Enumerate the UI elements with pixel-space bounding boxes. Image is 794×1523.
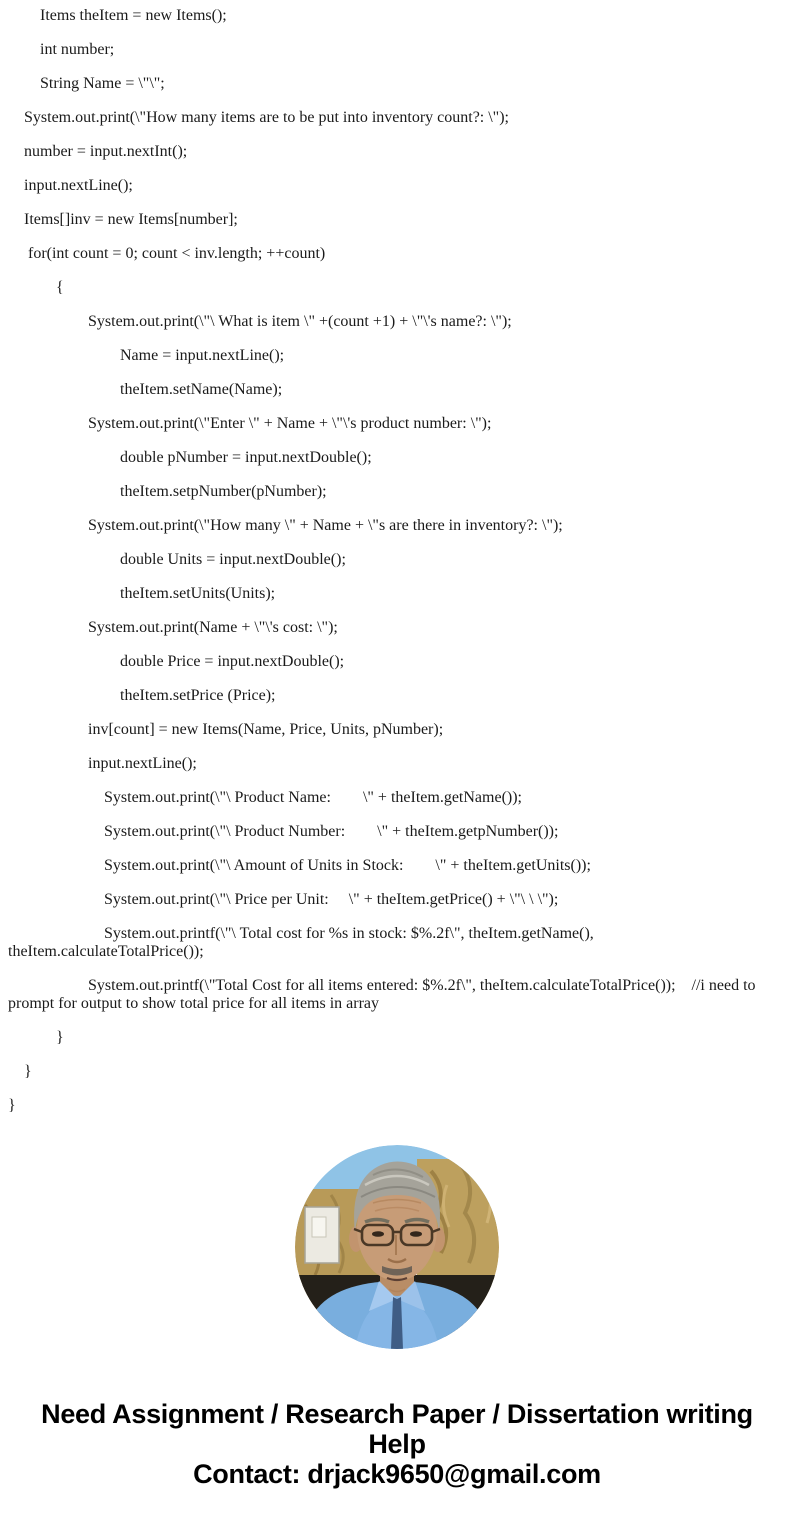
code-line: System.out.print(\"How many items are to be put into inventory count?: \"); [8,109,509,126]
code-line: System.out.printf(\"Total Cost for all items entered: $%.2f\", theItem.calculateTotalPrice()); //i need to prompt for output to show total price for all items in array [8,977,756,1012]
code-line: } [8,1063,32,1080]
code-line: for(int count = 0; count < inv.length; ++count) [8,245,326,262]
help-heading: Need Assignment / Research Paper / Dissertation writing Help [41,1399,753,1459]
avatar-section [0,1145,794,1349]
code-line: { [8,279,64,296]
code-line: input.nextLine(); [8,755,197,772]
code-line: theItem.setpNumber(pNumber); [8,483,327,500]
code-line: theItem.setUnits(Units); [8,585,276,602]
avatar-photo [295,1145,499,1349]
code-line: System.out.print(\"\ Product Number: \" + theItem.getpNumber()); [8,823,559,840]
code-line: double Units = input.nextDouble(); [8,551,346,568]
code-line: } [8,1029,64,1046]
code-line: System.out.print(\"\ Price per Unit: \" + theItem.getPrice() + \"\ \ \"); [8,891,559,908]
code-line: Items theItem = new Items(); [8,7,227,24]
avatar [295,1145,499,1349]
contact-email: Contact: drjack9650@gmail.com [193,1459,601,1489]
code-line: System.out.printf(\"\ Total cost for %s in stock: $%.2f\", theItem.getName(), theItem.calculateTotalPrice()); [8,925,594,960]
code-line: System.out.print(Name + \"\'s cost: \"); [8,619,338,636]
code-line: theItem.setPrice (Price); [8,687,276,704]
code-line: input.nextLine(); [8,177,133,194]
code-line: System.out.print(\"How many \" + Name + \"s are there in inventory?: \"); [8,517,563,534]
code-line: int number; [8,41,115,58]
code-line: System.out.print(\"\ Product Name: \" + theItem.getName()); [8,789,522,806]
code-line: number = input.nextInt(); [8,143,188,160]
code-line: theItem.setName(Name); [8,381,283,398]
code-line: Name = input.nextLine(); [8,347,285,364]
code-line: double pNumber = input.nextDouble(); [8,449,372,466]
code-line: double Price = input.nextDouble(); [8,653,345,670]
code-line: System.out.print(\"\ Amount of Units in Stock: \" + theItem.getUnits()); [8,857,591,874]
code-line: System.out.print(\"\ What is item \" +(count +1) + \"\'s name?: \"); [8,313,512,330]
java-code-block [8,7,786,1115]
code-line: String Name = \"\"; [8,75,165,92]
help-banner [0,1399,794,1489]
code-line: Items[]inv = new Items[number]; [8,211,238,228]
code-line: inv[count] = new Items(Name, Price, Units, pNumber); [8,721,444,738]
code-line: } [8,1097,16,1114]
code-line: System.out.print(\"Enter \" + Name + \"\'s product number: \"); [8,415,492,432]
